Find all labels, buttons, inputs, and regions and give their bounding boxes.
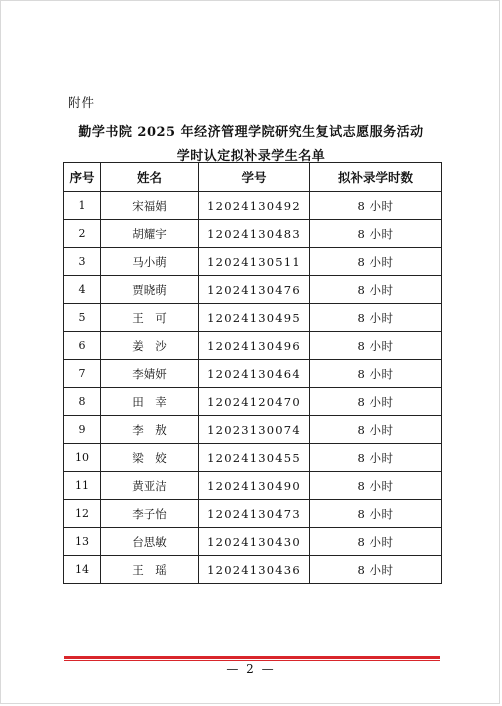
cell-serial-no: 9	[64, 416, 101, 444]
table-row	[64, 304, 442, 332]
cell-serial-no: 11	[64, 472, 101, 500]
cell-hours: 8 小时	[310, 276, 442, 304]
header-serial-no: 序号	[64, 163, 101, 192]
cell-student-id: 12024130455	[199, 444, 310, 472]
cell-serial-no: 6	[64, 332, 101, 360]
cell-hours: 8 小时	[310, 388, 442, 416]
table-row	[64, 472, 442, 500]
cell-serial-no: 13	[64, 528, 101, 556]
cell-serial-no: 14	[64, 556, 101, 584]
table-header-row	[64, 163, 442, 192]
cell-serial-no: 8	[64, 388, 101, 416]
table-row	[64, 276, 442, 304]
cell-serial-no: 12	[64, 500, 101, 528]
table-row	[64, 220, 442, 248]
cell-student-id: 12024130511	[199, 248, 310, 276]
cell-student-id: 12023130074	[199, 416, 310, 444]
table-row	[64, 416, 442, 444]
cell-name: 梁 姣	[101, 444, 199, 472]
cell-hours: 8 小时	[310, 528, 442, 556]
cell-serial-no: 4	[64, 276, 101, 304]
table-row	[64, 332, 442, 360]
cell-hours: 8 小时	[310, 192, 442, 220]
cell-name: 马小萌	[101, 248, 199, 276]
cell-name: 贾晓萌	[101, 276, 199, 304]
document-subtitle: 学时认定拟补录学生名单	[176, 149, 326, 164]
cell-name: 李婧妍	[101, 360, 199, 388]
cell-hours: 8 小时	[310, 556, 442, 584]
cell-hours: 8 小时	[310, 220, 442, 248]
cell-serial-no: 3	[64, 248, 101, 276]
cell-name: 李子怡	[101, 500, 199, 528]
cell-hours: 8 小时	[310, 472, 442, 500]
cell-student-id: 12024130473	[199, 500, 310, 528]
cell-hours: 8 小时	[310, 416, 442, 444]
table-row	[64, 360, 442, 388]
cell-serial-no: 2	[64, 220, 101, 248]
student-roster-table	[63, 162, 442, 584]
footer-rule	[64, 656, 440, 659]
table-body	[64, 192, 442, 584]
table-row	[64, 388, 442, 416]
cell-student-id: 12024130430	[199, 528, 310, 556]
cell-student-id: 12024130464	[199, 360, 310, 388]
header-name: 姓名	[101, 163, 199, 192]
cell-student-id: 12024130496	[199, 332, 310, 360]
page-number: — 2 —	[226, 662, 276, 676]
footer-rule-thin	[64, 660, 440, 661]
cell-name: 台思敏	[101, 528, 199, 556]
cell-hours: 8 小时	[310, 500, 442, 528]
cell-serial-no: 5	[64, 304, 101, 332]
cell-name: 黄亚洁	[101, 472, 199, 500]
cell-student-id: 12024130490	[199, 472, 310, 500]
cell-name: 胡耀宇	[101, 220, 199, 248]
document-title: 勤学书院 2025 年经济管理学院研究生复试志愿服务活动	[78, 125, 424, 140]
cell-name: 李 敖	[101, 416, 199, 444]
cell-hours: 8 小时	[310, 360, 442, 388]
table-row	[64, 500, 442, 528]
cell-name: 王 可	[101, 304, 199, 332]
table-row	[64, 528, 442, 556]
cell-name: 宋福娟	[101, 192, 199, 220]
cell-name: 王 瑶	[101, 556, 199, 584]
table-row	[64, 192, 442, 220]
header-hours: 拟补录学时数	[310, 163, 442, 192]
table-row	[64, 248, 442, 276]
attachment-label: 附件	[68, 95, 96, 110]
cell-student-id: 12024120470	[199, 388, 310, 416]
cell-name: 姜 沙	[101, 332, 199, 360]
cell-student-id: 12024130492	[199, 192, 310, 220]
cell-student-id: 12024130436	[199, 556, 310, 584]
cell-hours: 8 小时	[310, 332, 442, 360]
cell-student-id: 12024130495	[199, 304, 310, 332]
table-row	[64, 444, 442, 472]
table-row	[64, 556, 442, 584]
header-student-id: 学号	[199, 163, 310, 192]
cell-student-id: 12024130476	[199, 276, 310, 304]
cell-hours: 8 小时	[310, 304, 442, 332]
cell-name: 田 幸	[101, 388, 199, 416]
cell-serial-no: 1	[64, 192, 101, 220]
cell-serial-no: 7	[64, 360, 101, 388]
cell-serial-no: 10	[64, 444, 101, 472]
cell-hours: 8 小时	[310, 444, 442, 472]
cell-student-id: 12024130483	[199, 220, 310, 248]
cell-hours: 8 小时	[310, 248, 442, 276]
